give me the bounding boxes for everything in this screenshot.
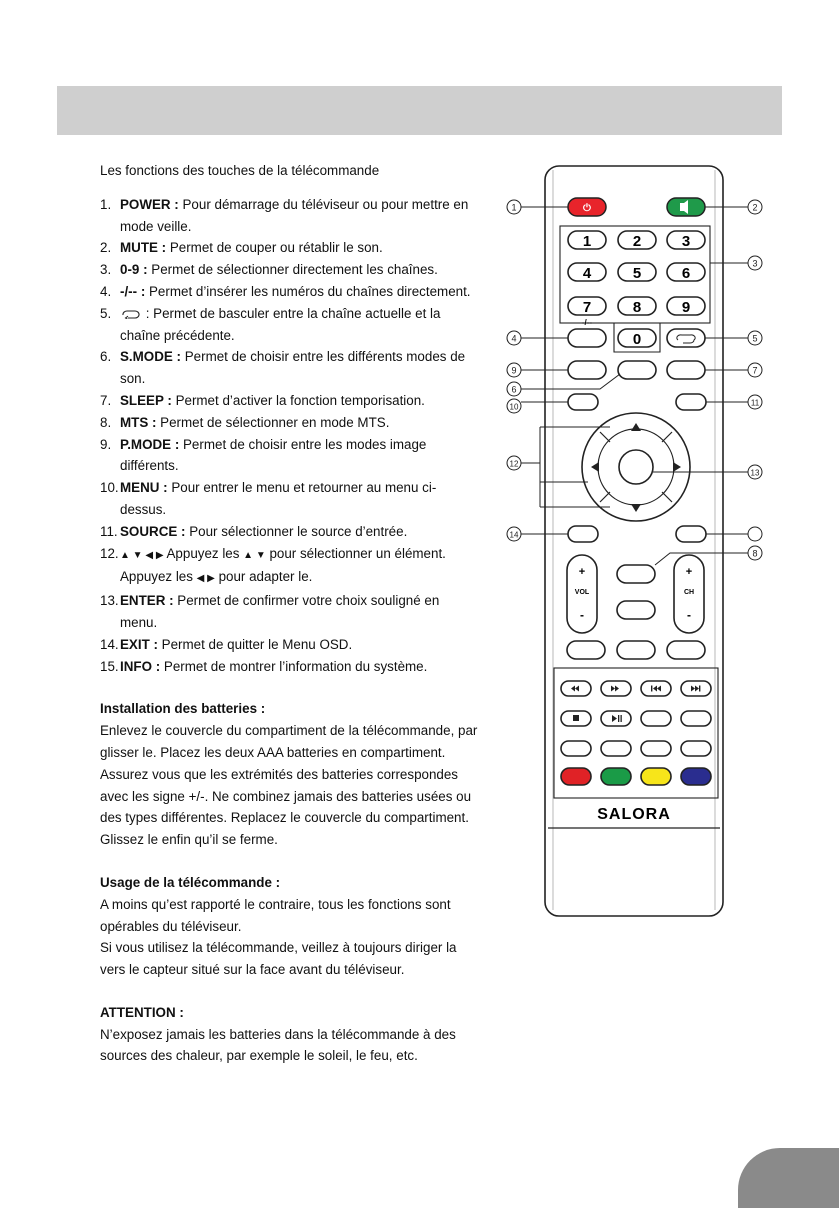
- yellow-button[interactable]: [641, 768, 671, 785]
- svg-text:3: 3: [752, 258, 758, 269]
- mts-button[interactable]: [617, 565, 655, 583]
- green-button[interactable]: [601, 768, 631, 785]
- digit-label: 5: [632, 265, 642, 282]
- dpad[interactable]: [582, 413, 690, 521]
- vol-minus-label: -: [580, 608, 584, 622]
- svg-text:2: 2: [752, 202, 758, 213]
- function-item: 5. : Permet de basculer entre la chaîne actuelle et la chaîne précédente.: [100, 305, 441, 343]
- function-item: 2. MUTE : Permet de couper ou rétablir le son.: [100, 240, 383, 256]
- function-item: 11. SOURCE : Pour sélectionner le source d’entrée.: [100, 523, 408, 539]
- svg-text:11: 11: [750, 398, 760, 408]
- button[interactable]: [681, 711, 711, 726]
- function-item: 8. MTS : Permet de sélectionner en mode MTS.: [100, 414, 390, 430]
- svg-text:14: 14: [509, 530, 519, 540]
- svg-text:1: 1: [511, 202, 517, 213]
- source-button[interactable]: [676, 394, 706, 410]
- blue-button[interactable]: [681, 768, 711, 785]
- page-tab: [738, 1148, 839, 1208]
- arrow-keys-icon: ▲ ▼ ◀ ▶: [120, 549, 164, 561]
- header-band: [57, 86, 782, 135]
- swap-channel-icon: [120, 309, 142, 319]
- brand-logo: SALORA: [597, 806, 671, 823]
- svg-text:4: 4: [511, 333, 517, 344]
- batteries-title: Installation des batteries :: [100, 701, 266, 717]
- button[interactable]: [681, 741, 711, 756]
- function-item: 14. EXIT : Permet de quitter le Menu OSD.: [100, 636, 353, 652]
- digit-label: 3: [681, 233, 691, 250]
- function-item: 4. -/-- : Permet d’insérer les numéros du chaînes directement.: [100, 283, 471, 299]
- function-item: 3. 0-9 : Permet de sélectionner directement les chaînes.: [100, 262, 438, 278]
- sleep-button[interactable]: [667, 361, 705, 379]
- menu-button[interactable]: [568, 394, 598, 410]
- digit-label: 9: [681, 299, 691, 316]
- dash-button[interactable]: [568, 329, 606, 347]
- smode-button[interactable]: [618, 361, 656, 379]
- svg-text:7: 7: [752, 365, 758, 376]
- vol-plus-label: +: [578, 566, 586, 578]
- usage-text-1: A moins qu’est rapporté le contraire, tous les fonctions sont opérables du téléviseur.: [100, 896, 451, 934]
- digit-label: 1: [582, 233, 592, 250]
- callout-empty: [748, 527, 762, 541]
- button[interactable]: [561, 741, 591, 756]
- function-item: 10. MENU : Pour entrer le menu et retourner au menu ci-dessus.: [100, 480, 437, 517]
- ch-plus-label: +: [685, 566, 693, 578]
- digit-label: 2: [632, 233, 642, 250]
- swap-channel-button[interactable]: [667, 329, 705, 347]
- function-item: 1. POWER : Pour démarrage du téléviseur ou pour mettre en mode veille.: [100, 196, 469, 234]
- digit-label: 6: [681, 265, 691, 282]
- dash-label: -/--: [581, 318, 593, 327]
- intro-line: Les fonctions des touches de la télécommande: [100, 163, 380, 178]
- usage-section: [100, 872, 480, 981]
- up-down-arrows-icon: ▲ ▼: [243, 549, 266, 561]
- usage-text-2: Si vous utilisez la télécommande, veillez à toujours diriger la vers le capteur situé sur la face avant du téléviseur.: [100, 940, 457, 978]
- info-button[interactable]: [676, 526, 706, 542]
- pmode-button[interactable]: [568, 361, 606, 379]
- attention-section: [100, 1002, 480, 1067]
- button[interactable]: [567, 641, 605, 659]
- exit-button[interactable]: [568, 526, 598, 542]
- attention-text: N’exposez jamais les batteries dans la télécommande à des sources des chaleur, par exemple le soleil, le feu, etc.: [100, 1026, 456, 1064]
- ch-label: CH: [683, 589, 695, 596]
- digit-label: 4: [582, 265, 592, 282]
- svg-text:10: 10: [509, 402, 519, 412]
- middle-button[interactable]: [617, 601, 655, 619]
- batteries-text: Enlevez le couvercle du compartiment de la télécommande, par glisser le. Placez les deux AAA batteries en compartiment. Assurez vous que les extrémités des batteries correspondes avec les signe +/-. Ne combinez jamais des batteries usées ou des types différentes. Replacez le couvercle du compartiment. Glissez le enfin qu’il se ferme.: [100, 723, 478, 848]
- usage-title: Usage de la télécommande :: [100, 874, 281, 890]
- batteries-section: [100, 698, 480, 851]
- attention-title: ATTENTION :: [100, 1004, 184, 1020]
- function-item: 13. ENTER : Permet de confirmer votre choix souligné en menu.: [100, 593, 440, 630]
- digit-label: 0: [632, 331, 642, 348]
- function-item: 12. ▲ ▼ ◀ ▶ Appuyez les ▲ ▼ pour sélectionner un élément. Appuyez les ◀ ▶ pour adapter le.: [100, 545, 446, 585]
- svg-text:9: 9: [511, 365, 517, 376]
- digit-label: 7: [582, 299, 592, 316]
- button[interactable]: [667, 641, 705, 659]
- function-item: 7. SLEEP : Permet d’activer la fonction temporisation.: [100, 392, 425, 408]
- ch-minus-label: -: [687, 608, 691, 622]
- svg-text:6: 6: [511, 384, 517, 395]
- button[interactable]: [601, 741, 631, 756]
- text-column: [100, 160, 480, 1067]
- left-right-arrows-icon: ◀ ▶: [196, 573, 215, 585]
- button[interactable]: [641, 711, 671, 726]
- enter-button[interactable]: [619, 450, 653, 484]
- svg-text:13: 13: [750, 468, 760, 478]
- function-list: [100, 194, 480, 678]
- button[interactable]: [641, 741, 671, 756]
- svg-text:12: 12: [509, 459, 519, 469]
- function-item: 9. P.MODE : Permet de choisir entre les modes image différents.: [100, 436, 427, 474]
- function-item: 6. S.MODE : Permet de choisir entre les différents modes de son.: [100, 349, 466, 387]
- function-item: 15. INFO : Permet de montrer l’information du système.: [100, 658, 428, 674]
- power-icon: ⏻: [583, 203, 591, 214]
- digit-label: 8: [632, 299, 642, 316]
- remote-illustration: [500, 160, 839, 930]
- svg-text:5: 5: [752, 333, 758, 344]
- svg-text:8: 8: [752, 548, 758, 559]
- stop-icon: [573, 715, 579, 721]
- vol-label: VOL: [574, 589, 590, 596]
- button[interactable]: [617, 641, 655, 659]
- red-button[interactable]: [561, 768, 591, 785]
